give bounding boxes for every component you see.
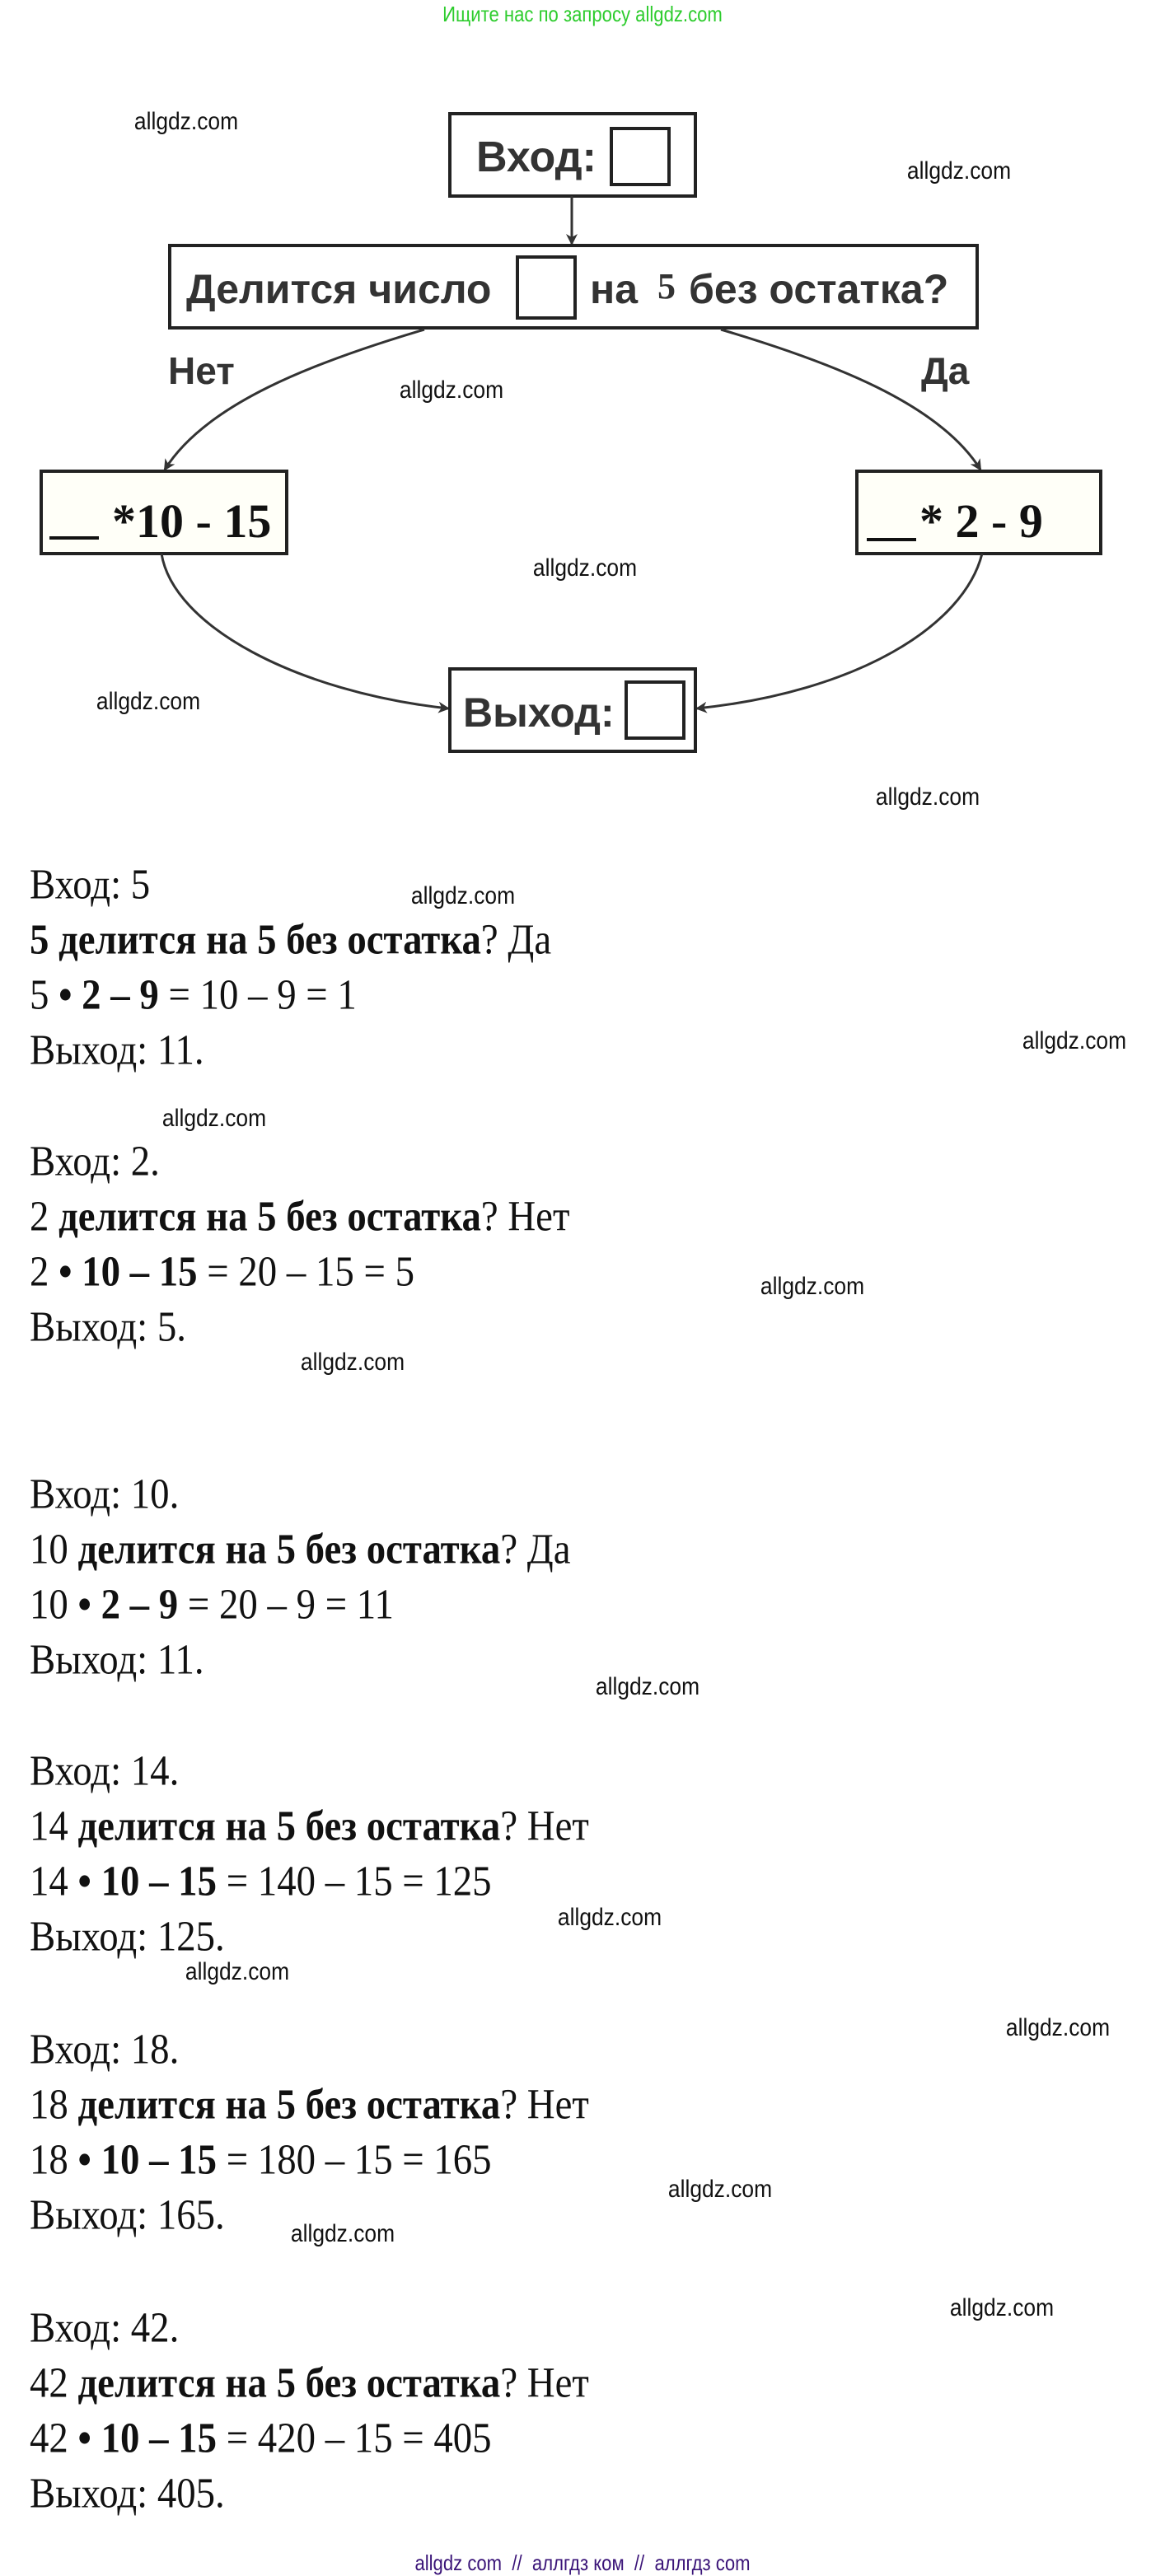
solution-line bbox=[30, 1636, 204, 1685]
no-formula: *10 - 15 bbox=[112, 494, 272, 548]
solution-line bbox=[30, 2081, 589, 2130]
text-segment: Выход: 125. bbox=[30, 1913, 225, 1961]
text-segment: ? Да bbox=[480, 916, 552, 964]
output-label: Выход: bbox=[463, 690, 615, 736]
bold-segment: делится на 5 без остатка bbox=[77, 1526, 501, 1573]
text-segment: = 10 – 9 = 1 bbox=[158, 971, 357, 1019]
question-slot bbox=[517, 257, 575, 318]
text-segment: 14 bbox=[30, 1858, 78, 1905]
text-segment: Вход: 42. bbox=[30, 2304, 180, 2352]
bold-segment: • 2 – 9 bbox=[58, 971, 159, 1019]
text-segment: 2 bbox=[30, 1193, 59, 1241]
watermark: allgdz.com bbox=[760, 1273, 865, 1300]
solution-line bbox=[30, 861, 150, 909]
solution-line bbox=[30, 1747, 179, 1796]
solution-line bbox=[30, 2136, 492, 2185]
text-segment: ? Нет bbox=[500, 2081, 589, 2129]
solution-line bbox=[30, 2415, 492, 2463]
bold-segment: • 10 – 15 bbox=[77, 2415, 217, 2462]
solution-line bbox=[30, 1193, 569, 1241]
watermark: allgdz.com bbox=[133, 108, 239, 135]
solution-line bbox=[30, 2359, 589, 2408]
solution-line bbox=[30, 1470, 179, 1519]
text-segment: ? Нет bbox=[500, 2359, 589, 2407]
arrow-no-out bbox=[161, 554, 448, 708]
solution-line bbox=[30, 2304, 179, 2353]
text-segment: Выход: 11. bbox=[30, 1026, 204, 1074]
text-segment: Выход: 405. bbox=[30, 2470, 225, 2518]
text-segment: Выход: 5. bbox=[30, 1303, 186, 1351]
watermark: allgdz.com bbox=[875, 783, 980, 811]
text-segment: 18 bbox=[30, 2136, 78, 2184]
solution-line bbox=[30, 1303, 186, 1352]
watermark: allgdz.com bbox=[185, 1958, 290, 1985]
text-segment: Вход: 5 bbox=[30, 861, 151, 909]
text-segment: = 180 – 15 = 165 bbox=[216, 2136, 492, 2184]
watermark: allgdz.com bbox=[1022, 1027, 1127, 1054]
watermark: allgdz.com bbox=[161, 1105, 267, 1132]
bold-segment: делится на 5 без остатка bbox=[58, 1193, 481, 1241]
solution-line bbox=[30, 1248, 414, 1297]
question-right: без остатка? bbox=[689, 266, 949, 312]
bold-segment: делится на 5 без остатка bbox=[77, 2081, 501, 2129]
solution-line bbox=[30, 1802, 589, 1851]
yes-label: Да bbox=[921, 349, 970, 392]
bold-segment: 5 делится на 5 без остатка bbox=[30, 916, 481, 964]
bold-segment: • 10 – 15 bbox=[77, 2136, 217, 2184]
bold-segment: • 10 – 15 bbox=[77, 1858, 217, 1905]
solution-line bbox=[30, 2026, 179, 2074]
watermark: allgdz.com bbox=[667, 2176, 773, 2203]
text-segment: ? Нет bbox=[500, 1802, 589, 1850]
text-segment: ? Да bbox=[500, 1526, 571, 1573]
watermark: allgdz.com bbox=[96, 688, 201, 715]
watermark: allgdz.com bbox=[949, 2294, 1055, 2321]
text-segment: 42 bbox=[30, 2415, 78, 2462]
solution-line bbox=[30, 2191, 225, 2240]
watermark: allgdz.com bbox=[1005, 2014, 1111, 2041]
watermark: allgdz.com bbox=[532, 554, 638, 582]
text-segment: Выход: 11. bbox=[30, 1636, 204, 1684]
bold-segment: • 10 – 15 bbox=[58, 1248, 198, 1296]
question-left: Делится число bbox=[186, 266, 492, 312]
text-segment: Вход: 14. bbox=[30, 1747, 180, 1795]
text-segment: 5 bbox=[30, 971, 59, 1019]
bold-segment: • 2 – 9 bbox=[77, 1581, 179, 1629]
text-segment: 2 bbox=[30, 1248, 59, 1296]
output-slot bbox=[626, 682, 684, 738]
text-segment: Вход: 2. bbox=[30, 1138, 160, 1185]
text-segment: Вход: 10. bbox=[30, 1470, 180, 1518]
solution-line bbox=[30, 1858, 492, 1906]
text-segment: Выход: 165. bbox=[30, 2191, 225, 2239]
solution-line bbox=[30, 971, 357, 1020]
text-segment: 18 bbox=[30, 2081, 78, 2129]
text-segment: = 20 – 15 = 5 bbox=[197, 1248, 414, 1296]
yes-formula: * 2 - 9 bbox=[919, 494, 1043, 548]
input-slot bbox=[611, 129, 669, 185]
search-hint-header: Ищите нас по запросу allgdz.com bbox=[442, 2, 723, 26]
text-segment: = 140 – 15 = 125 bbox=[216, 1858, 492, 1905]
solution-line bbox=[30, 1581, 394, 1629]
question-on: на bbox=[590, 266, 639, 312]
input-label: Вход: bbox=[476, 133, 597, 181]
solution-line bbox=[30, 1913, 225, 1961]
solution-line bbox=[30, 1138, 160, 1186]
solution-line bbox=[30, 916, 551, 965]
solution-line bbox=[30, 1526, 570, 1574]
solution-line bbox=[30, 2470, 225, 2518]
watermark: allgdz.com bbox=[399, 376, 504, 404]
question-five: 5 bbox=[657, 266, 676, 306]
text-segment: 42 bbox=[30, 2359, 78, 2407]
text-segment: 14 bbox=[30, 1802, 78, 1850]
watermark: allgdz.com bbox=[410, 882, 516, 909]
solution-line bbox=[30, 1026, 204, 1075]
watermark: allgdz.com bbox=[290, 2220, 395, 2247]
arrow-yes-out bbox=[697, 554, 982, 708]
text-segment: = 20 – 9 = 11 bbox=[178, 1581, 394, 1629]
bold-segment: делится на 5 без остатка bbox=[77, 1802, 501, 1850]
watermark: allgdz.com bbox=[557, 1904, 662, 1931]
text-segment: 10 bbox=[30, 1526, 78, 1573]
watermark: allgdz.com bbox=[906, 157, 1012, 185]
bold-segment: делится на 5 без остатка bbox=[77, 2359, 501, 2407]
text-segment: 10 bbox=[30, 1581, 78, 1629]
text-segment: = 420 – 15 = 405 bbox=[216, 2415, 492, 2462]
text-segment: ? Нет bbox=[480, 1193, 570, 1241]
no-label: Нет bbox=[168, 349, 235, 392]
text-segment: Вход: 18. bbox=[30, 2026, 180, 2073]
watermark: allgdz.com bbox=[595, 1673, 700, 1700]
watermark: allgdz.com bbox=[300, 1349, 405, 1376]
footer-links: allgdz com // аллгдз ком // аллгдз com bbox=[414, 2550, 751, 2575]
